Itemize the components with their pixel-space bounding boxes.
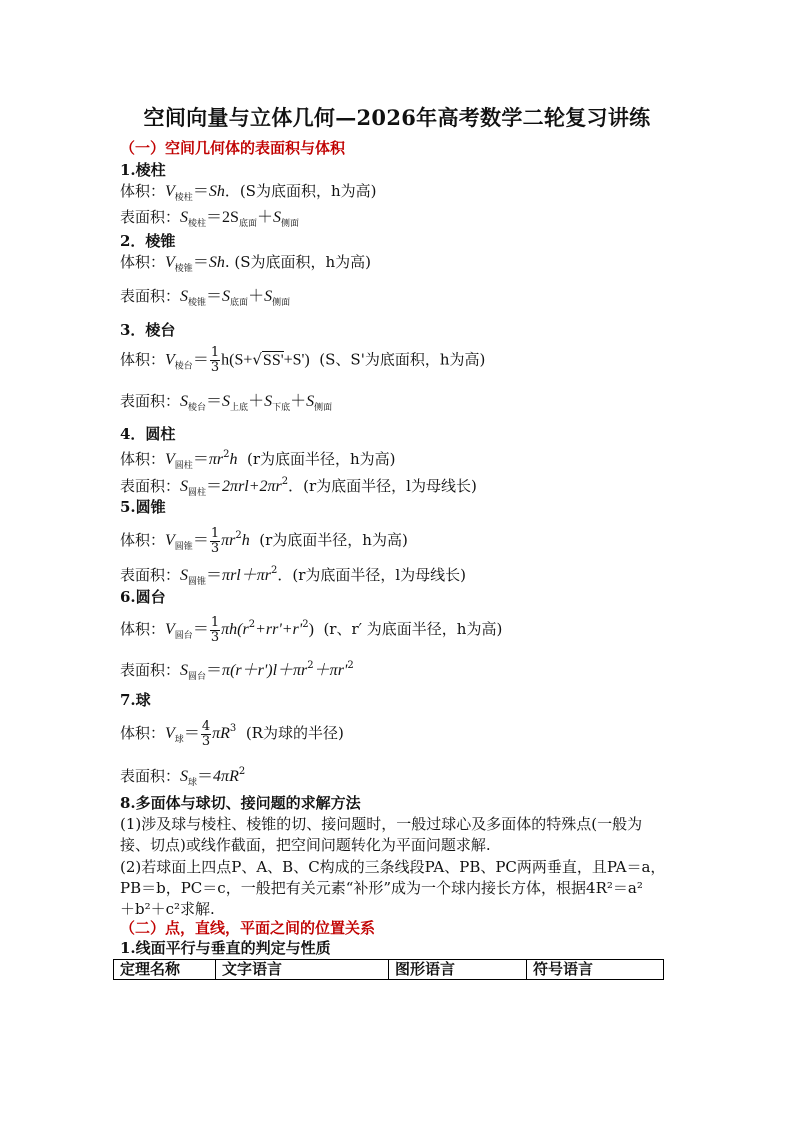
table-header-cell: 文字语言 <box>216 960 389 980</box>
frustum-area-formula: 表面积：$S_{棱台}=S_{上底}+S_{下底}+S_{侧面}$ <box>120 392 333 413</box>
pyramid-volume-formula: 体积：$V_{棱锥}=Sh$. (S为底面积，h为高) <box>120 253 372 274</box>
area-label: 表面积： <box>120 208 181 226</box>
sphere-heading: 7.球 <box>120 691 151 709</box>
frustum-volume-formula: 体积：$V_{棱台}=$ $\frac{1}{3}$ h(S+√SS'+S') (S、S'为底面积，h为高) <box>120 345 486 375</box>
cylinder-heading: 4．圆柱 <box>120 425 176 443</box>
frustum-cone-area-formula: 表面积：$S_{圆台}=\pi(r+r')l+\pi r^2+\pi r'^2$ <box>120 660 354 682</box>
sphere-area-formula: 表面积：$S_球=4\pi R^2$ <box>120 766 246 788</box>
frustum-heading: 3．棱台 <box>120 321 176 339</box>
section-heading-2: （二）点，直线，平面之间的位置关系 <box>120 919 376 937</box>
frustum-cone-heading: 6.圆台 <box>120 588 166 606</box>
prism-heading: 1.棱柱 <box>120 161 166 179</box>
method-paragraph-2: (2)若球面上四点P、A、B、C构成的三条线段PA、PB、PC两两垂直，且PA＝a， PB＝b，PC＝c，一般把有关元素“补形”成为一个球内接长方体，根据4R²＝a² ＋b²＋c²求解. <box>120 858 666 918</box>
pyramid-heading: 2．棱锥 <box>120 232 176 250</box>
prism-area-formula: 表面积：$S_{棱柱}=2S_{底面}+S_{侧面}$ <box>120 208 299 229</box>
table-header-cell: 图形语言 <box>389 960 527 980</box>
cone-heading: 5.圆锥 <box>120 498 166 516</box>
sub-heading: 1.线面平行与垂直的判定与性质 <box>120 939 331 957</box>
table-header-cell: 定理名称 <box>114 960 216 980</box>
document-title: 空间向量与立体几何—2026年高考数学二轮复习讲练 <box>143 105 651 130</box>
cylinder-volume-formula: 体积：$V_{圆柱}=\pi r^2h$ (r为底面半径，h为高) <box>120 449 396 471</box>
section-heading-1: （一）空间几何体的表面积与体积 <box>120 139 346 157</box>
volume-label: 体积： <box>120 182 166 200</box>
table-header-cell: 符号语言 <box>527 960 664 980</box>
prism-volume-formula: 体积：$V_{棱柱}=Sh$．(S为底面积，h为高) <box>120 182 377 203</box>
method-paragraph-1: (1)涉及球与棱柱、棱锥的切、接问题时，一般过球心及多面体的特殊点(一般为 接、切点)或线作截面，把空间问题转化为平面问题求解. <box>120 815 643 854</box>
theorem-table <box>113 959 664 980</box>
frustum-cone-volume-formula: 体积：$V_{圆台}=$ $\frac{1}{3}$ $\pi h(r^2+rr'+r'^2)$ (r、r′ 为底面半径，h为高) <box>120 614 503 645</box>
fraction: $\frac{1}{3}$ <box>210 345 220 375</box>
cone-area-formula: 表面积：$S_{圆锥}=\pi rl+\pi r^2$．(r为底面半径，l为母线长) <box>120 565 467 587</box>
sphere-volume-formula: 体积：$V_球=$ $\frac{4}{3}$ $\pi R^3$ (R为球的半径) <box>120 718 344 749</box>
cylinder-area-formula: 表面积：$S_{圆柱}=2\pi rl+2\pi r^2$．(r为底面半径，l为母线长) <box>120 476 477 498</box>
table-header-row <box>114 960 664 980</box>
method-heading: 8.多面体与球切、接问题的求解方法 <box>120 794 361 812</box>
pyramid-area-formula: 表面积：$S_{棱锥}=S_{底面}+S_{侧面}$ <box>120 287 291 308</box>
cone-volume-formula: 体积：$V_{圆锥}=$ $\frac{1}{3}$ $\pi r^2h$ (r为底面半径，h为高) <box>120 525 408 556</box>
